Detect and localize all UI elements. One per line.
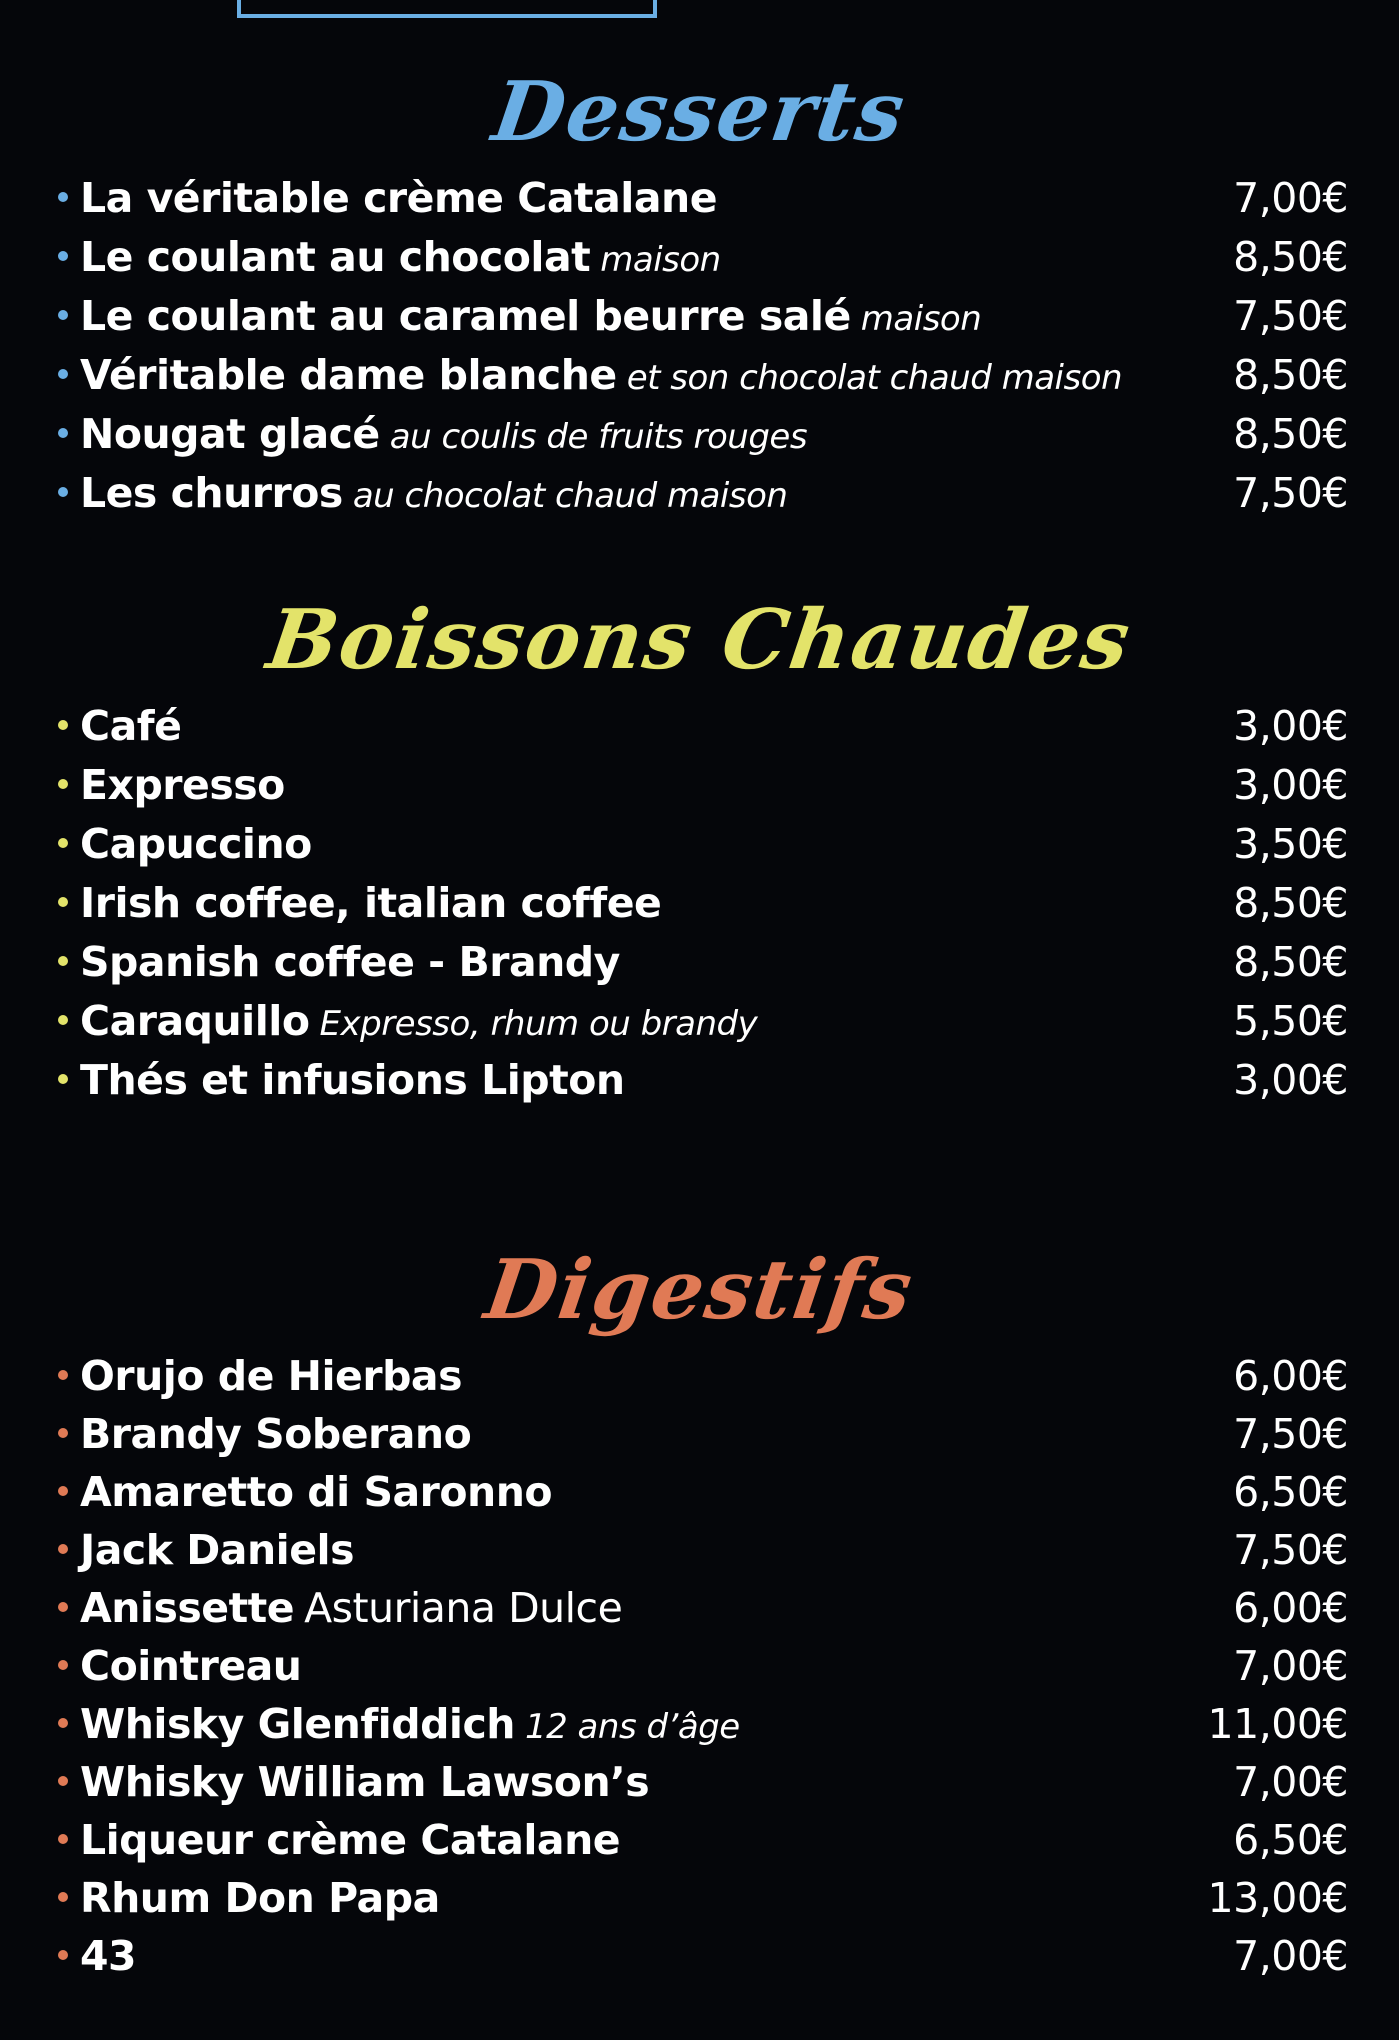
item-description: au coulis de fruits rouges <box>389 417 808 457</box>
section-title-digestifs: Digestifs <box>479 1242 920 1338</box>
menu-item <box>58 879 1348 937</box>
item-price: 7,50€ <box>1233 1410 1348 1458</box>
menu-item <box>58 292 1348 350</box>
item-description: au chocolat chaud maison <box>352 476 788 516</box>
item-price: 3,00€ <box>1233 1056 1348 1104</box>
section-digestifs <box>0 1240 1399 1340</box>
menu-item <box>58 1526 1348 1584</box>
bullet-icon <box>58 1602 68 1612</box>
bullet-icon <box>58 1718 68 1728</box>
item-name: Spanish coffee - Brandy <box>80 938 620 986</box>
top-frame-decoration <box>237 0 657 18</box>
bullet-icon <box>58 1544 68 1554</box>
item-name: Brandy Soberano <box>80 1410 472 1458</box>
item-price: 8,50€ <box>1233 938 1348 986</box>
item-name: Capuccino <box>80 820 312 868</box>
item-description: 12 ans d’âge <box>524 1707 740 1747</box>
item-description: Expresso, rhum ou brandy <box>319 1004 758 1044</box>
item-price: 7,00€ <box>1233 1758 1348 1806</box>
menu-item <box>58 1056 1348 1114</box>
item-name: Caraquillo <box>80 997 310 1045</box>
item-name: 43 <box>80 1932 137 1980</box>
item-price: 6,00€ <box>1233 1352 1348 1400</box>
item-price: 3,00€ <box>1233 761 1348 809</box>
item-price: 7,50€ <box>1233 1526 1348 1574</box>
menu-item <box>58 761 1348 819</box>
bullet-icon <box>58 310 68 320</box>
item-description: Asturiana Dulce <box>304 1584 623 1632</box>
item-price: 7,50€ <box>1233 292 1348 340</box>
bullet-icon <box>58 1950 68 1960</box>
menu-item <box>58 351 1348 409</box>
section-desserts <box>0 62 1399 162</box>
menu-item <box>58 997 1348 1055</box>
bullet-icon <box>58 897 68 907</box>
bullet-icon <box>58 428 68 438</box>
section-boissons-chaudes <box>0 590 1399 690</box>
bullet-icon <box>58 1015 68 1025</box>
item-name: Anissette <box>80 1584 295 1632</box>
item-price: 3,00€ <box>1233 702 1348 750</box>
section-title-desserts: Desserts <box>487 64 912 160</box>
menu-item <box>58 1874 1348 1932</box>
item-name: Thés et infusions Lipton <box>80 1056 625 1104</box>
item-name: Whisky William Lawson’s <box>80 1758 650 1806</box>
item-name: Orujo de Hierbas <box>80 1352 463 1400</box>
item-name: Rhum Don Papa <box>80 1874 440 1922</box>
item-name: Amaretto di Saronno <box>80 1468 553 1516</box>
bullet-icon <box>58 1776 68 1786</box>
menu-item <box>58 469 1348 527</box>
menu-item <box>58 1584 1348 1642</box>
section-title-boissons-chaudes: Boissons Chaudes <box>261 592 1138 688</box>
bullet-icon <box>58 251 68 261</box>
bullet-icon <box>58 1370 68 1380</box>
item-name: Le coulant au caramel beurre salé <box>80 292 851 340</box>
bullet-icon <box>58 720 68 730</box>
item-price: 8,50€ <box>1233 233 1348 281</box>
item-price: 3,50€ <box>1233 820 1348 868</box>
bullet-icon <box>58 1834 68 1844</box>
item-name: Café <box>80 702 182 750</box>
bullet-icon <box>58 1074 68 1084</box>
item-price: 7,50€ <box>1233 469 1348 517</box>
bullet-icon <box>58 1486 68 1496</box>
bullet-icon <box>58 1660 68 1670</box>
menu-item <box>58 1816 1348 1874</box>
item-price: 6,50€ <box>1233 1816 1348 1864</box>
item-description: maison <box>860 299 982 339</box>
item-name: La véritable crème Catalane <box>80 174 717 222</box>
bullet-icon <box>58 838 68 848</box>
item-price: 7,00€ <box>1233 1932 1348 1980</box>
item-price: 13,00€ <box>1207 1874 1348 1922</box>
menu-item <box>58 1700 1348 1758</box>
item-price: 7,00€ <box>1233 174 1348 222</box>
menu-item <box>58 1352 1348 1410</box>
menu-item <box>58 1758 1348 1816</box>
item-name: Nougat glacé <box>80 410 380 458</box>
menu-item <box>58 410 1348 468</box>
menu-item <box>58 1410 1348 1468</box>
menu-item <box>58 1468 1348 1526</box>
menu-item <box>58 1642 1348 1700</box>
item-description: et son chocolat chaud maison <box>626 358 1123 398</box>
bullet-icon <box>58 369 68 379</box>
item-price: 8,50€ <box>1233 351 1348 399</box>
item-name: Irish coffee, italian coffee <box>80 879 662 927</box>
item-name: Expresso <box>80 761 285 809</box>
bullet-icon <box>58 487 68 497</box>
item-name: Le coulant au chocolat <box>80 233 591 281</box>
item-price: 5,50€ <box>1233 997 1348 1045</box>
menu-item <box>58 233 1348 291</box>
menu-item <box>58 820 1348 878</box>
item-name: Liqueur crème Catalane <box>80 1816 621 1864</box>
item-price: 6,00€ <box>1233 1584 1348 1632</box>
bullet-icon <box>58 779 68 789</box>
item-price: 6,50€ <box>1233 1468 1348 1516</box>
item-price: 8,50€ <box>1233 879 1348 927</box>
menu-item <box>58 1932 1348 1990</box>
item-name: Véritable dame blanche <box>80 351 617 399</box>
bullet-icon <box>58 1428 68 1438</box>
item-name: Jack Daniels <box>80 1526 354 1574</box>
item-description: maison <box>600 240 721 280</box>
item-name: Whisky Glenfiddich <box>80 1700 515 1748</box>
bullet-icon <box>58 956 68 966</box>
item-name: Les churros <box>80 469 343 517</box>
item-price: 7,00€ <box>1233 1642 1348 1690</box>
bullet-icon <box>58 1892 68 1902</box>
item-name: Cointreau <box>80 1642 302 1690</box>
menu-item <box>58 174 1348 232</box>
menu-item <box>58 938 1348 996</box>
item-price: 8,50€ <box>1233 410 1348 458</box>
bullet-icon <box>58 192 68 202</box>
item-price: 11,00€ <box>1207 1700 1348 1748</box>
menu-item <box>58 702 1348 760</box>
